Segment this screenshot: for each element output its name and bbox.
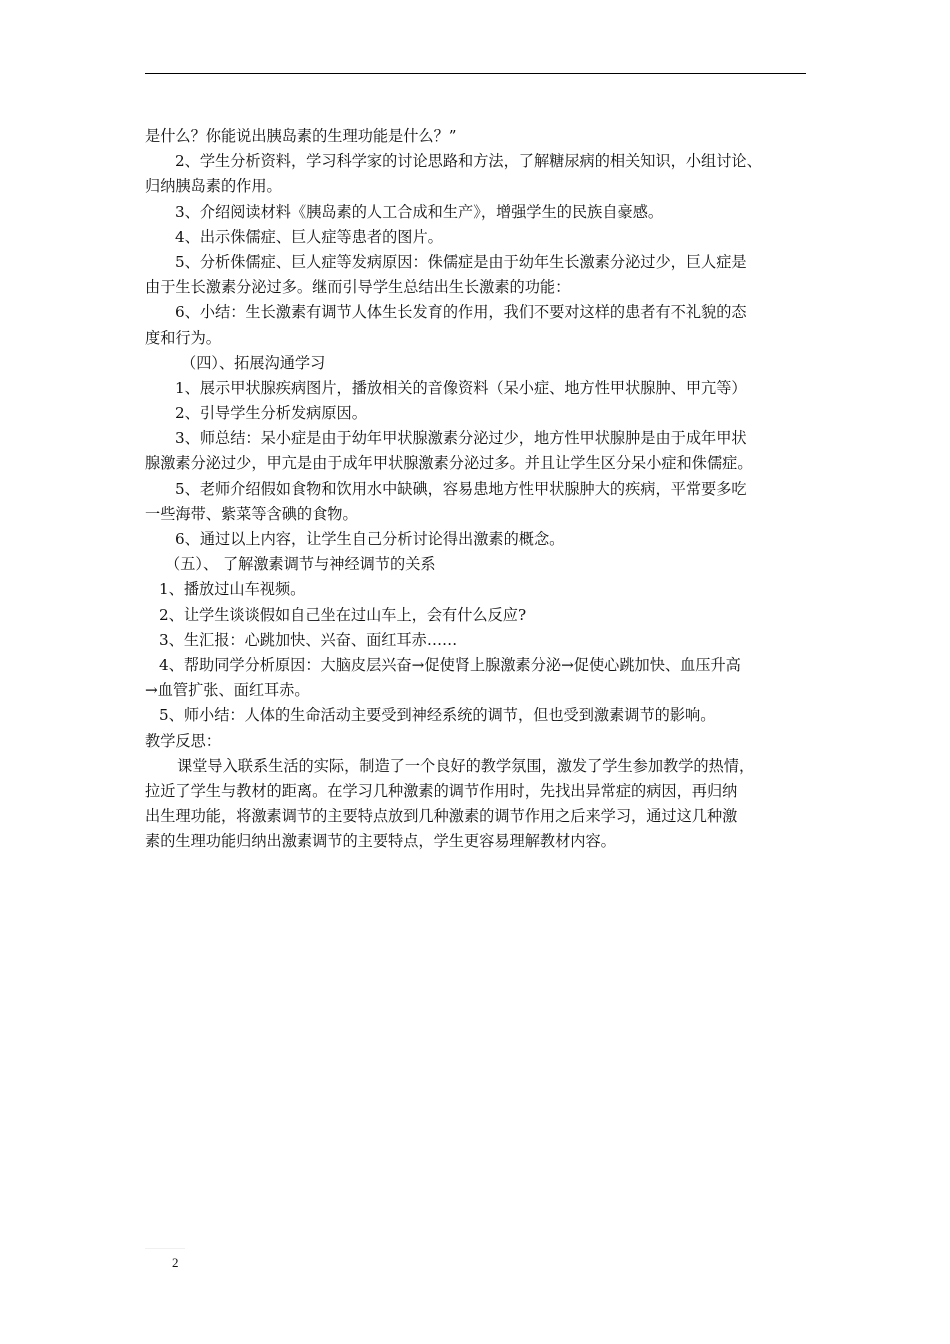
text-line: 1、播放过山车视频。 xyxy=(159,580,306,599)
text-line: 5、分析侏儒症、巨人症等发病原因：侏儒症是由于幼年生长激素分泌过少，巨人症是 xyxy=(175,252,747,271)
text-line: 3、介绍阅读材料《胰岛素的人工合成和生产》，增强学生的民族自豪感。 xyxy=(175,202,664,221)
text-line: 4、出示侏儒症、巨人症等患者的图片。 xyxy=(175,227,443,246)
text-line: 拉近了学生与教材的距离。在学习几种激素的调节作用时，先找出异常症的病因，再归纳 xyxy=(145,781,738,800)
text-line: 4、帮助同学分析原因：大脑皮层兴奋→促使肾上腺激素分泌→促使心跳加快、血压升高 xyxy=(159,655,741,674)
text-line: 2、让学生谈谈假如自己坐在过山车上，会有什么反应? xyxy=(159,605,527,624)
section-heading: 教学反思： xyxy=(145,731,221,750)
text-line: 出生理功能，将激素调节的主要特点放到几种激素的调节作用之后来学习，通过这几种激 xyxy=(145,807,738,826)
text-line: 1、展示甲状腺疾病图片，播放相关的音像资料（呆小症、地方性甲状腺肿、甲亢等） xyxy=(175,378,747,397)
text-line: 素的生理功能归纳出激素调节的主要特点，学生更容易理解教材内容。 xyxy=(145,832,616,851)
header-rule xyxy=(145,73,806,74)
footer-rule xyxy=(145,1248,185,1249)
text-line: 课堂导入联系生活的实际，制造了一个良好的教学氛围，激发了学生参加教学的热情， xyxy=(177,756,755,775)
text-line: 2、引导学生分析发病原因。 xyxy=(175,404,367,423)
text-line: 归纳胰岛素的作用。 xyxy=(145,177,282,196)
text-line: 腺激素分泌过少，甲亢是由于成年甲状腺激素分泌过多。并且让学生区分呆小症和侏儒症。 xyxy=(145,454,753,473)
text-line: 3、师总结：呆小症是由于幼年甲状腺激素分泌过少，地方性甲状腺肿是由于成年甲状 xyxy=(175,429,747,448)
text-line: 是什么？你能说出胰岛素的生理功能是什么？” xyxy=(145,127,457,145)
text-line: 度和行为。 xyxy=(145,328,221,347)
text-line: 3、生汇报：心跳加快、兴奋、面红耳赤…… xyxy=(159,630,458,649)
text-line: 5、老师介绍假如食物和饮用水中缺碘，容易患地方性甲状腺肿大的疾病，平常要多吃 xyxy=(175,479,747,498)
text-line: 6、通过以上内容，让学生自己分析讨论得出激素的概念。 xyxy=(175,530,565,548)
text-line: 2、学生分析资料，学习科学家的讨论思路和方法，了解糖尿病的相关知识，小组讨论、 xyxy=(175,152,762,171)
text-line: 5、师小结：人体的生命活动主要受到神经系统的调节，但也受到激素调节的影响。 xyxy=(159,706,716,725)
text-line: 6、小结：生长激素有调节人体生长发育的作用，我们不要对这样的患者有不礼貌的态 xyxy=(175,303,747,322)
section-heading: （五）、 了解激素调节与神经调节的关系 xyxy=(165,555,436,574)
text-line: 一些海带、紫菜等含碘的食物。 xyxy=(145,504,358,523)
section-heading: （四）、拓展沟通学习 xyxy=(181,353,326,372)
text-line: 由于生长激素分泌过多。继而引导学生总结出生长激素的功能： xyxy=(145,278,571,297)
document-body xyxy=(145,124,815,854)
text-line: →血管扩张、面红耳赤。 xyxy=(145,681,310,700)
page-number: 2 xyxy=(172,1255,179,1270)
